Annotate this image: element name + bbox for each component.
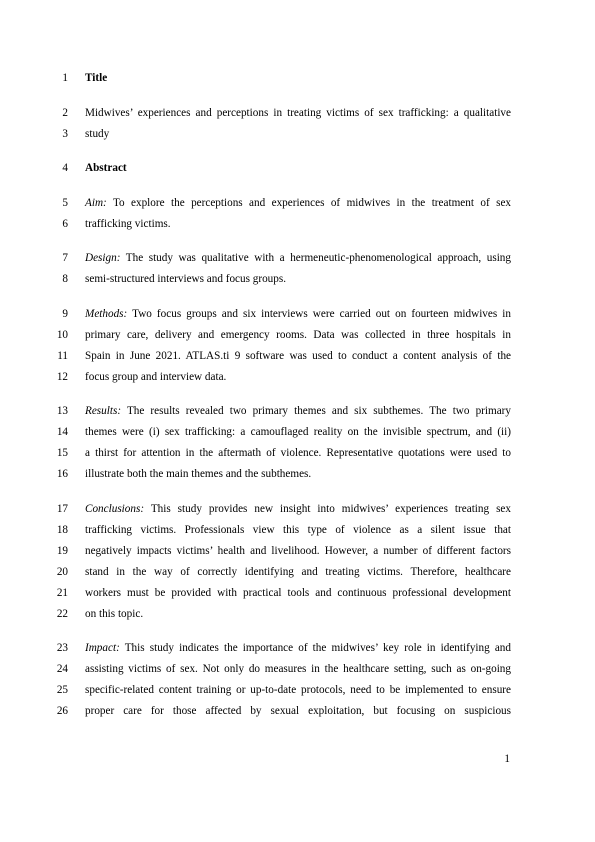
line-number: 4	[62, 162, 68, 174]
line-18	[0, 521, 595, 539]
line-number: 8	[62, 273, 68, 285]
results-label: Results:	[85, 405, 122, 417]
line-22	[0, 605, 595, 623]
conclusions-label: Conclusions:	[85, 503, 145, 515]
line-19	[0, 542, 595, 560]
line-number: 26	[56, 705, 68, 717]
line-5	[0, 194, 595, 212]
impact-text: assisting victims of sex. Not only do measures in the healthcare setting, such as on-going	[85, 663, 511, 675]
line-number: 24	[56, 663, 68, 675]
line-12	[0, 368, 595, 386]
line-number: 25	[56, 684, 68, 696]
impact-text: Impact: This study indicates the importance of the midwives’ key role in identifying and	[85, 642, 511, 654]
impact-text: specific-related content training or up-to-date protocols, need to be implemented to ensure	[85, 684, 511, 696]
line-number: 17	[56, 503, 68, 515]
impact-text: proper care for those affected by sexual exploitation, but focusing on suspicious	[85, 705, 511, 717]
line-number: 14	[56, 426, 68, 438]
line-number: 5	[62, 197, 68, 209]
design-text: Design: The study was qualitative with a hermeneutic-phenomenological approach, using	[85, 252, 511, 264]
line-26	[0, 702, 595, 720]
title-heading: Title	[85, 72, 108, 84]
conclusions-text: workers must be provided with practical tools and continuous professional development	[85, 587, 511, 599]
line-number: 23	[56, 642, 68, 654]
conclusions-text: trafficking victims. Professionals view this type of violence as a silent issue that	[85, 524, 511, 536]
conclusions-text: Conclusions: This study provides new insight into midwives’ experiences treating sex	[85, 503, 511, 515]
methods-label: Methods:	[85, 308, 128, 320]
line-number: 9	[62, 308, 68, 320]
aim-text: trafficking victims.	[85, 218, 171, 230]
conclusions-text: negatively impacts victims’ health and livelihood. However, a number of different factors	[85, 545, 511, 557]
impact-label: Impact:	[85, 642, 120, 654]
line-number: 16	[56, 468, 68, 480]
line-number: 2	[62, 107, 68, 119]
line-number: 7	[62, 252, 68, 264]
line-24	[0, 660, 595, 678]
aim-text: Aim: To explore the perceptions and experiences of midwives in the treatment of sex	[85, 197, 511, 209]
line-4	[0, 159, 595, 177]
line-number: 20	[56, 566, 68, 578]
results-text: themes were (i) sex trafficking: a camouflaged reality on the invisible spectrum, and (ii)	[85, 426, 511, 438]
line-number: 6	[62, 218, 68, 230]
line-16	[0, 465, 595, 483]
line-number: 10	[56, 329, 68, 341]
line-20	[0, 563, 595, 581]
line-14	[0, 423, 595, 441]
design-text: semi-structured interviews and focus groups.	[85, 273, 287, 285]
paper-title-line: Midwives’ experiences and perceptions in treating victims of sex trafficking: a qualitative	[85, 107, 511, 119]
results-text: a thirst for attention in the aftermath of violence. Representative quotations were used to	[85, 447, 511, 459]
line-number: 18	[56, 524, 68, 536]
paper-title-line: study	[85, 128, 110, 140]
line-number: 3	[62, 128, 68, 140]
line-17	[0, 500, 595, 518]
methods-text: Methods: Two focus groups and six interviews were carried out on fourteen midwives in	[85, 308, 511, 320]
results-text: illustrate both the main themes and the subthemes.	[85, 468, 312, 480]
aim-label: Aim:	[85, 197, 107, 209]
line-10	[0, 326, 595, 344]
line-23	[0, 639, 595, 657]
page-number: 1	[504, 753, 510, 765]
abstract-heading: Abstract	[85, 162, 127, 174]
line-13	[0, 402, 595, 420]
line-number: 22	[56, 608, 68, 620]
line-number: 21	[56, 587, 68, 599]
line-6	[0, 215, 595, 233]
line-9	[0, 305, 595, 323]
line-number: 13	[56, 405, 68, 417]
conclusions-text: stand in the way of correctly identifying and treating victims. Therefore, healthcare	[85, 566, 511, 578]
methods-text: focus group and interview data.	[85, 371, 227, 383]
line-8	[0, 270, 595, 288]
line-number: 15	[56, 447, 68, 459]
line-25	[0, 681, 595, 699]
conclusions-text: on this topic.	[85, 608, 144, 620]
line-number: 1	[62, 72, 68, 84]
line-number: 11	[57, 350, 68, 362]
line-2	[0, 104, 595, 122]
line-15	[0, 444, 595, 462]
line-number: 12	[56, 371, 68, 383]
line-21	[0, 584, 595, 602]
line-11	[0, 347, 595, 365]
line-3	[0, 125, 595, 143]
line-number: 19	[56, 545, 68, 557]
line-7	[0, 249, 595, 267]
methods-text: Spain in June 2021. ATLAS.ti 9 software was used to conduct a content analysis of the	[85, 350, 511, 362]
design-label: Design:	[85, 252, 121, 264]
results-text: Results: The results revealed two primary themes and six subthemes. The two primary	[85, 405, 511, 417]
methods-text: primary care, delivery and emergency rooms. Data was collected in three hospitals in	[85, 329, 511, 341]
line-1	[0, 69, 595, 87]
